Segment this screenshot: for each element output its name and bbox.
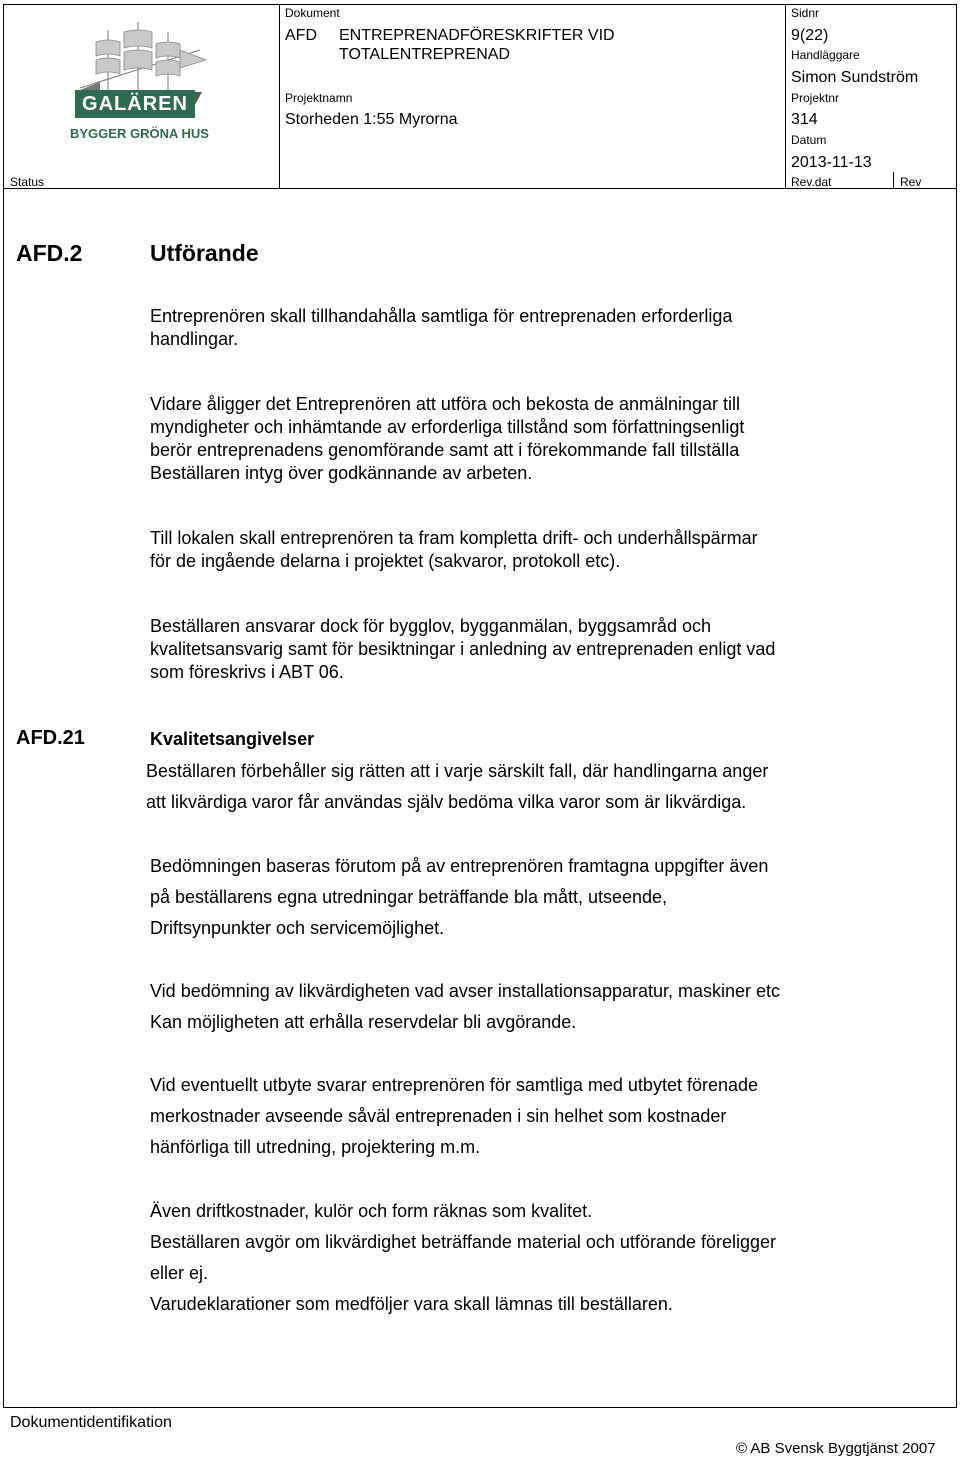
header-divider-rev [893,172,894,188]
text-line: på beställarens egna utredningar beträffande bla mått, utseende, [150,887,668,907]
section-code-afd21: AFD.21 [16,727,85,749]
text-line: Driftsynpunkter och servicemöjlighet. [150,918,445,938]
status-label: Status [10,175,45,189]
revdat-label: Rev.dat [791,175,832,189]
footer-doc-id-label: Dokumentidentifikation [10,1414,172,1431]
company-logo [60,20,220,155]
text-line: eller ej. [150,1263,209,1283]
afd21-paragraph-4 [150,1070,758,1163]
text-line: berör entreprenadens genomförande samt att i förekommande fall tillställa [150,440,740,460]
text-line: Beställaren intyg över godkännande av arbeten. [150,463,533,483]
datum-label: Datum [791,133,827,147]
afd2-paragraph-4 [150,615,775,684]
afd21-paragraph-5 [150,1196,776,1320]
section-title-afd21: Kvalitetsangivelser [150,729,315,749]
afd2-paragraph-3 [150,527,758,573]
text-line: för de ingående delarna i projektet (sakvaror, protokoll etc). [150,551,621,571]
text-line: Vid eventuellt utbyte svarar entreprenören för samtliga med utbytet förenade [150,1075,759,1095]
afd21-paragraph-2 [150,851,768,944]
section-title-afd2: Utförande [150,240,259,266]
sidnr-label: Sidnr [791,6,820,20]
datum-value: 2013-11-13 [791,154,872,171]
text-line: Bedömningen baseras förutom på av entreprenören framtagna uppgifter även [150,856,769,876]
header-divider-right [785,4,786,188]
copyright-text: AB Svensk Byggtjänst 2007 [750,1440,936,1457]
text-line: Entreprenören skall tillhandahålla samtliga för entreprenaden erforderliga [150,306,733,326]
text-line: Beställaren förbehåller sig rätten att i varje särskilt fall, där handlingarna anger [146,761,769,781]
projektnr-value: 314 [791,111,818,128]
projektnamn-label: Projektnamn [285,91,353,105]
section-code-afd2: AFD.2 [16,240,83,266]
text-line: handlingar. [150,329,239,349]
copyright-icon: © [736,1440,748,1457]
afd21-paragraph-1 [146,756,768,818]
text-line: som föreskrivs i ABT 06. [150,662,344,682]
footer-copyright [736,1440,936,1457]
sidnr-value: 9(22) [791,27,829,44]
text-line: Vidare åligger det Entreprenören att utföra och bekosta de anmälningar till [150,394,741,414]
afd2-paragraph-1 [150,305,732,351]
text-line: Även driftkostnader, kulör och form räknas som kvalitet. [150,1201,593,1221]
rev-label: Rev [900,175,922,189]
afd2-paragraph-2 [150,393,744,485]
doc-code: AFD [285,27,317,44]
text-line: Kan möjligheten att erhålla reservdelar bli avgörande. [150,1012,577,1032]
text-line: Beställaren ansvarar dock för bygglov, bygganmälan, byggsamråd och [150,616,711,636]
handlaggare-value: Simon Sundström [791,69,919,86]
text-line: kvalitetsansvarig samt för besiktningar i anledning av entreprenaden enligt vad [150,639,776,659]
projektnamn-value: Storheden 1:55 Myrorna [285,111,458,128]
text-line: hänförliga till utredning, projektering m.m. [150,1137,481,1157]
text-line: Beställaren avgör om likvärdighet beträffande material och utförande föreligger [150,1232,777,1252]
handlaggare-label: Handläggare [791,48,860,62]
doc-title-line2: TOTALENTREPRENAD [339,46,510,63]
text-line: att likvärdiga varor får användas själv bedöma vilka varor som är likvärdiga. [146,792,747,812]
text-line: Till lokalen skall entreprenören ta fram kompletta drift- och underhållspärmar [150,528,758,548]
logo-brand: GALÄREN [75,90,195,118]
doc-title-line1: ENTREPRENADFÖRESKRIFTER VID [339,27,615,44]
text-line: Varudeklarationer som medföljer vara skall lämnas till beställaren. [150,1294,673,1314]
text-line: myndigheter och inhämtande av erforderliga tillstånd som författningsenligt [150,417,745,437]
afd21-paragraph-3 [150,976,780,1038]
logo-tagline: BYGGER GRÖNA HUS [70,126,209,141]
projektnr-label: Projektnr [791,91,840,105]
text-line: Vid bedömning av likvärdigheten vad avser installationsapparatur, maskiner etc [150,981,781,1001]
header-divider-left [279,4,280,188]
dokument-label: Dokument [285,6,340,20]
text-line: merkostnader avseende såväl entreprenaden i sin helhet som kostnader [150,1106,727,1126]
